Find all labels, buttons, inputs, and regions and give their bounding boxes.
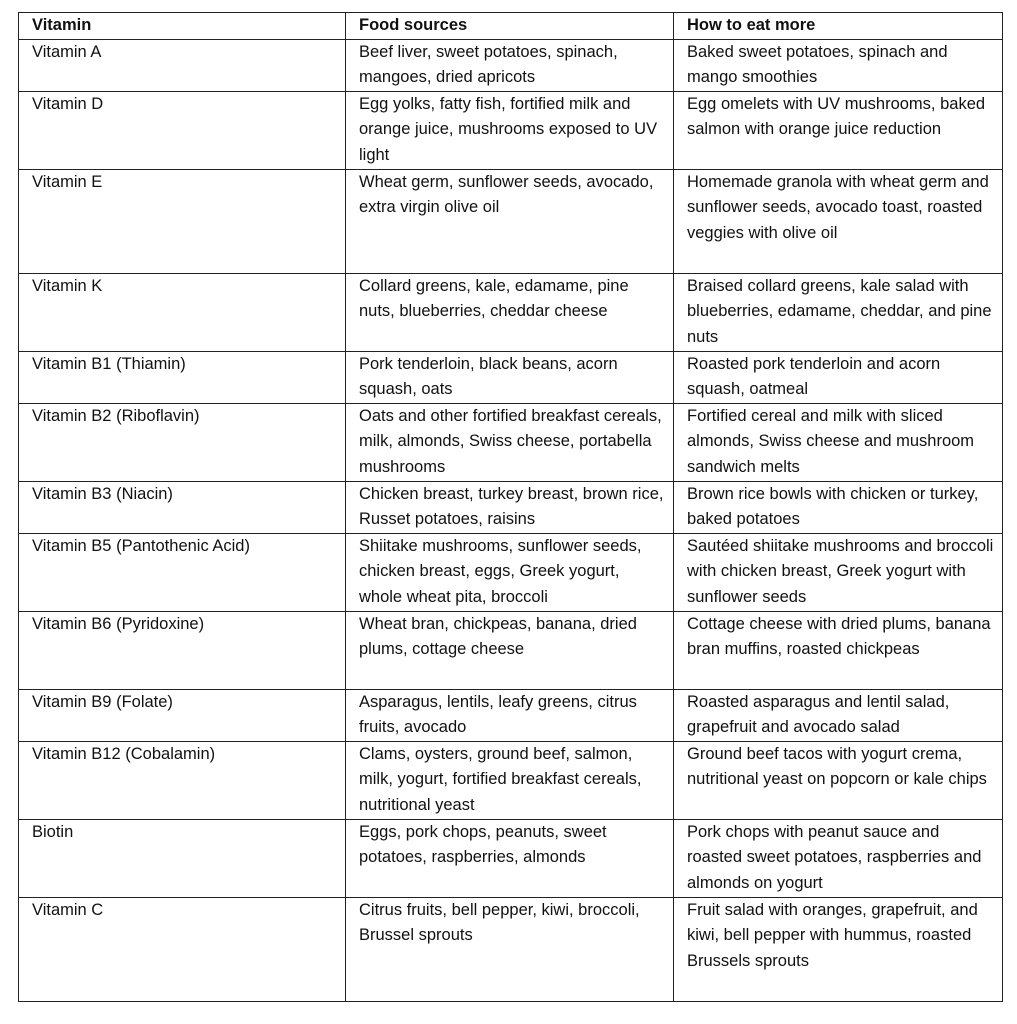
how-to-eat-cell: Roasted pork tenderloin and acorn squash, oatmeal (674, 351, 1003, 403)
table-row (19, 611, 1003, 689)
vitamin-cell: Vitamin B6 (Pyridoxine) (19, 611, 346, 689)
vitamin-cell: Vitamin B9 (Folate) (19, 689, 346, 741)
vitamin-cell: Biotin (19, 819, 346, 897)
food-sources-cell: Egg yolks, fatty fish, fortified milk and orange juice, mushrooms exposed to UV light (346, 91, 674, 169)
how-to-eat-cell: Braised collard greens, kale salad with blueberries, edamame, cheddar, and pine nuts (674, 273, 1003, 351)
table-row (19, 351, 1003, 403)
how-to-eat-cell: Baked sweet potatoes, spinach and mango smoothies (674, 39, 1003, 91)
food-sources-cell: Asparagus, lentils, leafy greens, citrus fruits, avocado (346, 689, 674, 741)
how-to-eat-cell: Egg omelets with UV mushrooms, baked salmon with orange juice reduction (674, 91, 1003, 169)
table-row (19, 481, 1003, 533)
table-row (19, 819, 1003, 897)
table-row (19, 403, 1003, 481)
food-sources-cell: Citrus fruits, bell pepper, kiwi, broccoli, Brussel sprouts (346, 897, 674, 1001)
table-row (19, 741, 1003, 819)
food-sources-cell: Eggs, pork chops, peanuts, sweet potatoes, raspberries, almonds (346, 819, 674, 897)
header-food-sources: Food sources (346, 13, 674, 40)
table-row (19, 689, 1003, 741)
how-to-eat-cell: Ground beef tacos with yogurt crema, nutritional yeast on popcorn or kale chips (674, 741, 1003, 819)
food-sources-cell: Beef liver, sweet potatoes, spinach, mangoes, dried apricots (346, 39, 674, 91)
header-vitamin: Vitamin (19, 13, 346, 40)
header-how-to-eat-more: How to eat more (674, 13, 1003, 40)
table-row (19, 91, 1003, 169)
food-sources-cell: Oats and other fortified breakfast cereals, milk, almonds, Swiss cheese, portabella mushrooms (346, 403, 674, 481)
how-to-eat-cell: Fortified cereal and milk with sliced almonds, Swiss cheese and mushroom sandwich melts (674, 403, 1003, 481)
vitamin-cell: Vitamin B12 (Cobalamin) (19, 741, 346, 819)
vitamin-cell: Vitamin B2 (Riboflavin) (19, 403, 346, 481)
food-sources-cell: Pork tenderloin, black beans, acorn squash, oats (346, 351, 674, 403)
table-row (19, 897, 1003, 1001)
table-row (19, 39, 1003, 91)
vitamin-cell: Vitamin B1 (Thiamin) (19, 351, 346, 403)
food-sources-cell: Collard greens, kale, edamame, pine nuts, blueberries, cheddar cheese (346, 273, 674, 351)
vitamin-cell: Vitamin E (19, 169, 346, 273)
vitamin-cell: Vitamin C (19, 897, 346, 1001)
food-sources-cell: Chicken breast, turkey breast, brown rice, Russet potatoes, raisins (346, 481, 674, 533)
how-to-eat-cell: Pork chops with peanut sauce and roasted sweet potatoes, raspberries and almonds on yogurt (674, 819, 1003, 897)
how-to-eat-cell: Cottage cheese with dried plums, banana bran muffins, roasted chickpeas (674, 611, 1003, 689)
how-to-eat-cell: Sautéed shiitake mushrooms and broccoli with chicken breast, Greek yogurt with sunflower seeds (674, 533, 1003, 611)
food-sources-cell: Wheat germ, sunflower seeds, avocado, extra virgin olive oil (346, 169, 674, 273)
how-to-eat-cell: Fruit salad with oranges, grapefruit, and kiwi, bell pepper with hummus, roasted Brussels sprouts (674, 897, 1003, 1001)
table-row (19, 273, 1003, 351)
how-to-eat-cell: Homemade granola with wheat germ and sunflower seeds, avocado toast, roasted veggies with olive oil (674, 169, 1003, 273)
food-sources-cell: Shiitake mushrooms, sunflower seeds, chicken breast, eggs, Greek yogurt, whole wheat pita, broccoli (346, 533, 674, 611)
vitamin-cell: Vitamin A (19, 39, 346, 91)
vitamin-cell: Vitamin D (19, 91, 346, 169)
vitamin-table (18, 12, 1003, 1002)
how-to-eat-cell: Roasted asparagus and lentil salad, grapefruit and avocado salad (674, 689, 1003, 741)
vitamin-cell: Vitamin B3 (Niacin) (19, 481, 346, 533)
vitamin-cell: Vitamin K (19, 273, 346, 351)
food-sources-cell: Clams, oysters, ground beef, salmon, milk, yogurt, fortified breakfast cereals, nutritional yeast (346, 741, 674, 819)
table-row (19, 533, 1003, 611)
how-to-eat-cell: Brown rice bowls with chicken or turkey, baked potatoes (674, 481, 1003, 533)
food-sources-cell: Wheat bran, chickpeas, banana, dried plums, cottage cheese (346, 611, 674, 689)
table-row (19, 169, 1003, 273)
vitamin-cell: Vitamin B5 (Pantothenic Acid) (19, 533, 346, 611)
table-header-row (19, 13, 1003, 40)
